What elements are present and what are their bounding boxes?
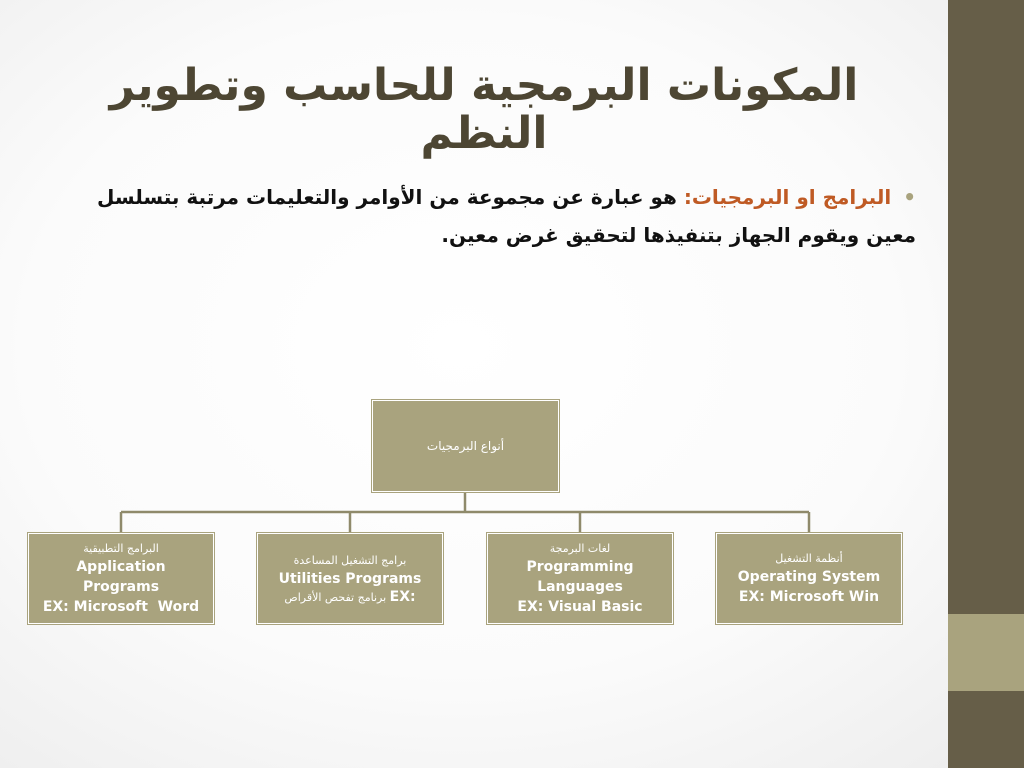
diagram-root-node: أنواع البرمجيات [372,400,559,492]
bullet-term: البرامج او البرمجيات: [683,185,892,209]
node-arabic-label: برامج التشغيل المساعدة [293,553,407,567]
node-operating-systems [716,533,902,624]
node-line: Utilities Programs [278,570,422,587]
slide-title: المكونات البرمجية للحاسب وتطوير النظم [109,60,859,160]
bullet-paragraph [48,178,916,254]
bullet-text: هو عبارة عن مجموعة من الأوامر والتعليمات مرتبة بتسلسل معين ويقوم الجهاز بتنفيذها لتحقيق غرض معين. [97,185,916,247]
node-utilities-programs [257,533,443,624]
node-example [284,589,415,606]
node-example: EX: Microsoft Word [42,599,200,615]
node-example-prefix: EX: [389,588,416,605]
node-example-arabic: برنامج تفحص الأقراص [284,590,387,604]
node-arabic-label: البرامج التطبيقية [83,542,159,555]
node-line: Programming [526,559,634,575]
node-application-programs [28,533,214,624]
node-example: EX: Visual Basic [517,599,643,615]
node-line: Operating System [737,569,881,585]
node-line: Application [76,559,166,575]
node-example: EX: Microsoft Win [738,589,880,605]
node-programming-languages [487,533,673,624]
node-arabic-label: أنظمة التشغيل [775,552,843,565]
slide-sidebar-accent [948,614,1024,691]
bullet-marker: • [903,185,916,209]
node-arabic-label: لغات البرمجة [549,542,611,555]
node-line: Languages [537,579,623,595]
node-line: Programs [82,579,160,595]
